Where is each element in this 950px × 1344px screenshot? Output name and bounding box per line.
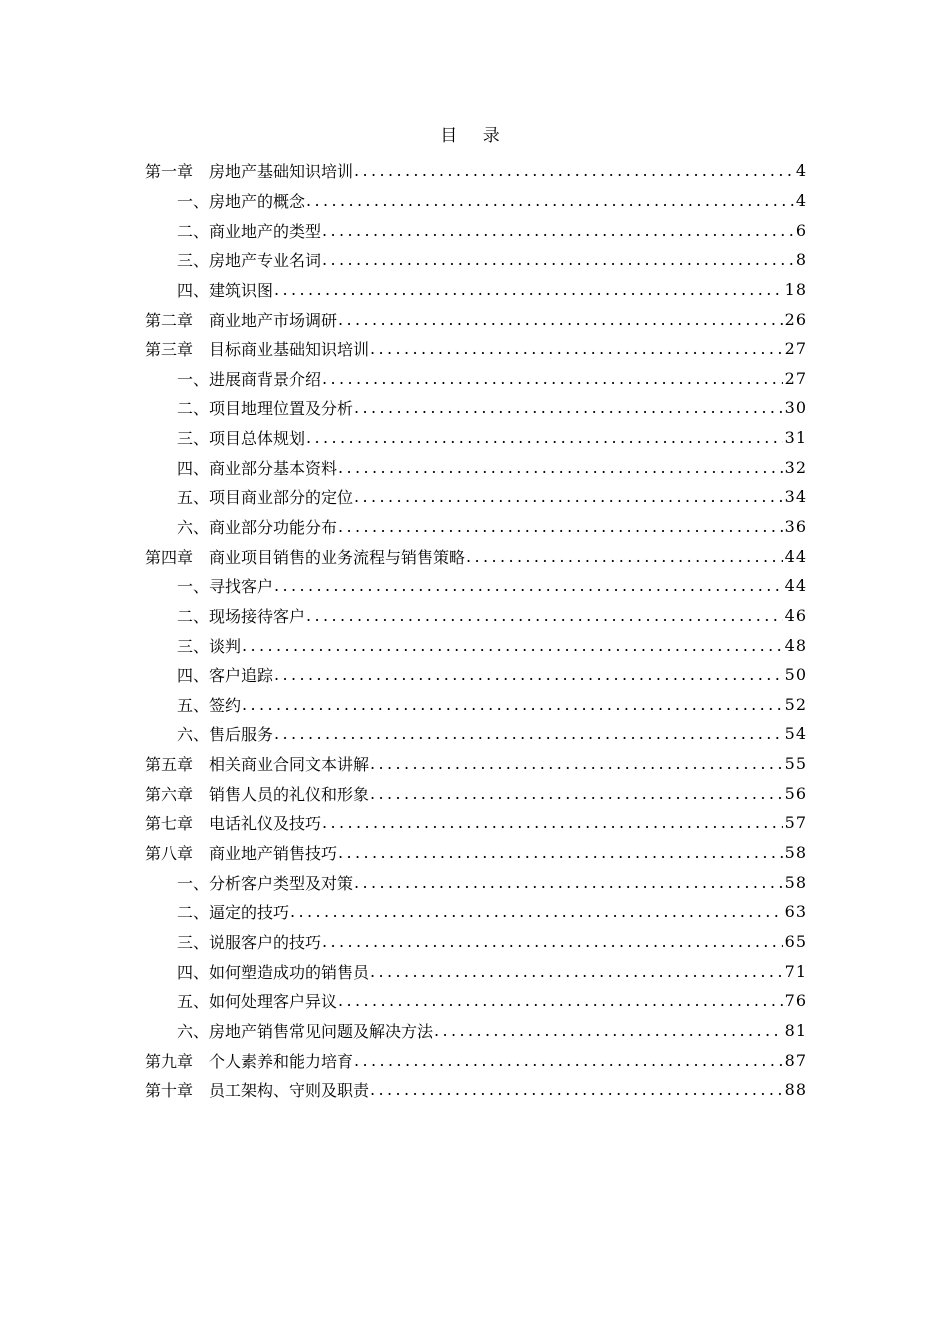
- toc-entry-number: 四、: [177, 280, 210, 300]
- toc-entry-number: 三、: [177, 429, 210, 449]
- dot-leader: [322, 250, 794, 269]
- dot-leader: [274, 576, 783, 595]
- dot-leader: [370, 339, 783, 358]
- toc-entry-page: 81: [784, 1020, 807, 1040]
- toc-entry-title: 销售人员的礼仪和形象: [209, 784, 370, 804]
- toc-entry-page: 27: [784, 368, 807, 388]
- toc-entry-chapter-6[interactable]: [145, 778, 807, 808]
- toc-entry-title: 售后服务: [209, 725, 274, 745]
- toc-entry-title: 房地产销售常见问题及解决方法: [209, 1021, 434, 1041]
- toc-entry-title: 相关商业合同文本讲解: [209, 755, 370, 775]
- dot-leader: [290, 902, 783, 921]
- toc-entry-number: 一、: [177, 873, 210, 893]
- toc-entry-title: 项目商业部分的定位: [209, 488, 354, 508]
- toc-entry-chapter-5[interactable]: [145, 749, 807, 779]
- toc-entry-number: 第二章: [145, 310, 194, 330]
- toc-entry-number: 一、: [177, 577, 210, 597]
- toc-entry-title: 谈判: [209, 636, 242, 656]
- toc-entry-page: 18: [784, 279, 807, 299]
- toc-entry-section[interactable]: [145, 245, 807, 275]
- toc-entry-chapter-3[interactable]: [145, 334, 807, 364]
- toc-entry-number: 二、: [177, 399, 210, 419]
- toc-entry-number: 第一章: [145, 162, 194, 182]
- toc-entry-title: 电话礼仪及技巧: [209, 814, 322, 834]
- toc-entry-page: 76: [784, 991, 807, 1011]
- toc-entry-number: 五、: [177, 488, 210, 508]
- dot-leader: [306, 606, 783, 625]
- toc-entry-page: 58: [784, 872, 807, 892]
- toc-entry-page: 48: [784, 635, 807, 655]
- dot-leader: [322, 369, 783, 388]
- toc-entry-number: 二、: [177, 903, 210, 923]
- toc-entry-page: 71: [784, 961, 807, 981]
- toc-entry-number: 第九章: [145, 1051, 194, 1071]
- toc-entry-section[interactable]: [145, 393, 807, 423]
- toc-entry-chapter-4[interactable]: [145, 541, 807, 571]
- toc-entry-page: 8: [795, 250, 807, 270]
- toc-entry-title: 房地产专业名词: [209, 251, 322, 271]
- toc-entry-title: 商业地产的类型: [209, 221, 322, 241]
- toc-entry-title: 商业部分基本资料: [209, 458, 338, 478]
- toc-entry-page: 88: [784, 1080, 807, 1100]
- toc-entry-section[interactable]: [145, 423, 807, 453]
- toc-entry-number: 六、: [177, 1021, 210, 1041]
- toc-entry-section[interactable]: [145, 897, 807, 927]
- toc-entry-chapter-8[interactable]: [145, 838, 807, 868]
- dot-leader: [354, 398, 783, 417]
- dot-leader: [370, 784, 783, 803]
- toc-entry-title: 商业部分功能分布: [209, 518, 338, 537]
- toc-entry-title: 房地产的概念: [209, 191, 306, 211]
- toc-entry-section[interactable]: [145, 867, 807, 897]
- toc-entry-section[interactable]: [145, 215, 807, 245]
- toc-entry-number: 六、: [177, 518, 210, 537]
- toc-entry-page: 52: [784, 694, 807, 714]
- toc-entry-chapter-10[interactable]: [145, 1075, 807, 1105]
- dot-leader: [354, 873, 783, 892]
- toc-entry-section[interactable]: [145, 719, 807, 749]
- dot-leader: [354, 487, 783, 506]
- toc-entry-page: 30: [784, 398, 807, 418]
- toc-entry-chapter-1[interactable]: [145, 156, 807, 186]
- toc-entry-title: 员工架构、守则及职责: [209, 1081, 370, 1101]
- toc-entry-title: 现场接待客户: [209, 606, 306, 626]
- dot-leader: [354, 1051, 783, 1070]
- toc-entry-page: 44: [784, 546, 807, 566]
- toc-entry-section[interactable]: [145, 363, 807, 393]
- toc-entry-page: 32: [784, 457, 807, 477]
- toc-entry-title: 寻找客户: [209, 577, 274, 597]
- toc-entry-page: 55: [784, 754, 807, 774]
- dot-leader: [322, 813, 783, 832]
- toc-entry-chapter-9[interactable]: [145, 1045, 807, 1075]
- dot-leader: [242, 695, 783, 714]
- toc-entry-number: 三、: [177, 932, 210, 952]
- toc-entry-title: 商业地产销售技巧: [209, 844, 338, 864]
- toc-entry-number: 第六章: [145, 784, 194, 804]
- toc-entry-chapter-7[interactable]: [145, 808, 807, 838]
- toc-entry-number: 第四章: [145, 547, 194, 567]
- dot-leader: [274, 665, 783, 684]
- toc-entry-page: 4: [795, 161, 807, 181]
- dot-leader: [466, 547, 783, 566]
- toc-entry-page: 4: [795, 190, 807, 210]
- toc-entry-page: 56: [784, 783, 807, 803]
- toc-entry-number: 一、: [177, 369, 210, 389]
- dot-leader: [370, 754, 783, 773]
- dot-leader: [274, 280, 783, 299]
- toc-entry-page: 46: [784, 605, 807, 625]
- toc-entry-page: 63: [784, 902, 807, 922]
- dot-leader: [354, 161, 794, 180]
- toc-entry-section[interactable]: [145, 452, 807, 482]
- dot-leader: [338, 310, 783, 329]
- toc-entry-number: 一、: [177, 191, 210, 211]
- toc-entry-title: 进展商背景介绍: [209, 369, 322, 389]
- toc-entry-page: 50: [784, 665, 807, 685]
- toc-entry-page: 57: [784, 813, 807, 833]
- toc-entry-page: 26: [784, 309, 807, 329]
- toc-entry-number: 第八章: [145, 844, 194, 864]
- toc-entry-title: 项目地理位置及分析: [209, 399, 354, 419]
- toc-entry-title: 房地产基础知识培训: [209, 162, 354, 182]
- toc-entry-number: 四、: [177, 666, 210, 686]
- toc-entry-page: 54: [784, 724, 807, 744]
- toc-entry-number: 第七章: [145, 814, 194, 834]
- toc-entry-section[interactable]: [145, 275, 807, 305]
- dot-leader: [338, 843, 783, 862]
- toc-entry-number: 三、: [177, 251, 210, 271]
- dot-leader: [274, 724, 783, 743]
- toc-entry-page: 58: [784, 843, 807, 863]
- toc-entry-title: 项目总体规划: [209, 429, 306, 449]
- toc-entry-section[interactable]: [145, 571, 807, 601]
- toc-entry-title: 商业地产市场调研: [209, 310, 338, 330]
- dot-leader: [322, 932, 783, 951]
- toc-entry-number: 第十章: [145, 1081, 194, 1101]
- toc-entry-title: 个人素养和能力培育: [209, 1051, 354, 1071]
- toc-entry-number: 三、: [177, 636, 210, 656]
- dot-leader: [242, 636, 783, 655]
- toc-entry-section[interactable]: [145, 186, 807, 216]
- toc-entry-section[interactable]: [145, 601, 807, 631]
- toc-entry-number: 五、: [177, 695, 210, 715]
- toc-entry-chapter-2[interactable]: [145, 304, 807, 334]
- dot-leader: [306, 191, 794, 210]
- toc-entry-section[interactable]: [145, 986, 807, 1016]
- toc-entry-title: 签约: [209, 695, 242, 715]
- toc-entry-page: 87: [784, 1050, 807, 1070]
- toc-entry-title: 如何处理客户异议: [209, 992, 338, 1012]
- dot-leader: [338, 458, 783, 477]
- toc-entry-page: 27: [784, 339, 807, 359]
- toc-entry-page: 44: [784, 576, 807, 596]
- dot-leader: [322, 221, 794, 240]
- toc-entry-number: 第五章: [145, 755, 194, 775]
- toc-entry-title: 商业项目销售的业务流程与销售策略: [209, 547, 466, 567]
- toc-list: [145, 156, 807, 1105]
- toc-entry-page: 31: [784, 428, 807, 448]
- toc-entry-number: 六、: [177, 725, 210, 745]
- toc-entry-page: 34: [784, 487, 807, 507]
- toc-entry-title: 说服客户的技巧: [209, 932, 322, 952]
- toc-title: 目 录: [440, 126, 510, 146]
- toc-entry-section[interactable]: [145, 1016, 807, 1046]
- toc-entry-title: 逼定的技巧: [209, 903, 290, 923]
- toc-entry-section[interactable]: [145, 956, 807, 986]
- dot-leader: [306, 428, 783, 447]
- toc-entry-title: 客户追踪: [209, 666, 274, 686]
- toc-entry-title: 分析客户类型及对策: [209, 873, 354, 893]
- toc-entry-section[interactable]: [145, 630, 807, 660]
- dot-leader: [370, 1080, 783, 1099]
- toc-entry-number: 四、: [177, 458, 210, 478]
- toc-entry-section[interactable]: [145, 690, 807, 720]
- toc-entry-page: 6: [795, 220, 807, 240]
- toc-entry-page: 65: [784, 931, 807, 951]
- toc-entry-title: 目标商业基础知识培训: [209, 340, 370, 360]
- toc-entry-section[interactable]: [145, 660, 807, 690]
- toc-entry-number: 二、: [177, 606, 210, 626]
- toc-entry-number: 第三章: [145, 340, 194, 360]
- dot-leader: [338, 517, 783, 536]
- dot-leader: [434, 1021, 783, 1040]
- toc-entry-number: 五、: [177, 992, 210, 1012]
- toc-entry-title: 建筑识图: [209, 280, 274, 300]
- dot-leader: [370, 962, 783, 981]
- toc-entry-section[interactable]: [145, 512, 807, 542]
- toc-entry-number: 二、: [177, 221, 210, 241]
- toc-entry-number: 四、: [177, 962, 210, 982]
- dot-leader: [338, 991, 783, 1010]
- toc-entry-title: 如何塑造成功的销售员: [209, 962, 370, 982]
- toc-entry-section[interactable]: [145, 482, 807, 512]
- toc-entry-section[interactable]: [145, 927, 807, 957]
- toc-entry-page: 36: [784, 517, 807, 536]
